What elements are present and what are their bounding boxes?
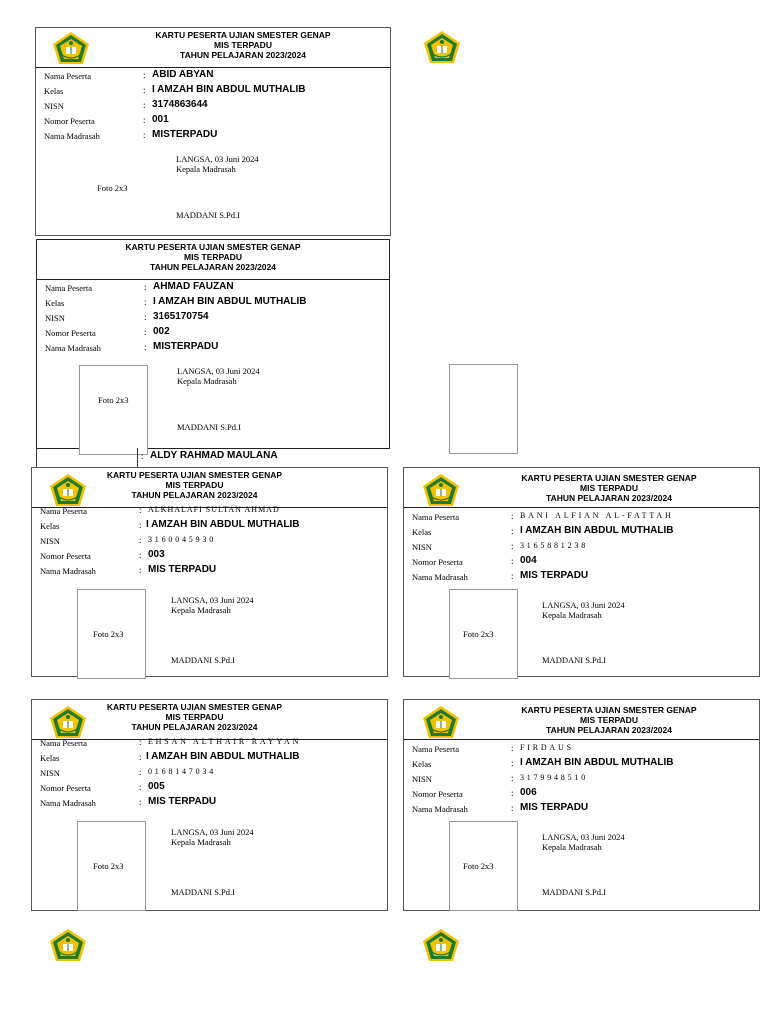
headmaster-name: MADDANI S.Pd.I [171, 655, 235, 665]
headmaster-name: MADDANI S.Pd.I [177, 422, 241, 432]
signature-block: LANGSA, 03 Juni 2024 Kepala Madrasah [171, 827, 254, 847]
exam-card-1: KARTU PESERTA UJIAN SMESTER GENAP MIS TERPADU TAHUN PELAJARAN 2023/2024 Nama Peserta : ABID ABYAN Kelas : I AMZAH BIN ABDUL MUTHALIB NISN : 3174863644 Nomor Peserta : 001 Nama Madrasah : MISTERPADU LANGSA, 03 Juni 2024 Kepala Madrasah Foto 2x3 MADDANI S.Pd.I [35, 27, 391, 236]
card-title: KARTU PESERTA UJIAN SMESTER GENAP MIS TERPADU TAHUN PELAJARAN 2023/2024 [521, 705, 697, 735]
exam-card-2: KARTU PESERTA UJIAN SMESTER GENAP MIS TERPADU TAHUN PELAJARAN 2023/2024 Nama Peserta : AHMAD FAUZAN Kelas : I AMZAH BIN ABDUL MUTHALIB NISN : 3165170754 Nomor Peserta : 002 Nama Madrasah : MISTERPADU Foto 2x3 LANGSA, 03 Juni 2024 Kepala Madrasah MADDANI S.Pd.I [36, 239, 390, 449]
photo-placeholder [79, 365, 148, 455]
photo-label: Foto 2x3 [463, 861, 494, 871]
exam-card-4: KARTU PESERTA UJIAN SMESTER GENAP MIS TERPADU TAHUN PELAJARAN 2023/2024 Nama Peserta : BANI ALFIAN AL-FATTAH Kelas : I AMZAH BIN ABDUL MUTHALIB NISN : 3165881238 Nomor Peserta : 004 Nama Madrasah : MIS TERPADU Foto 2x3 LANGSA, 03 Juni 2024 Kepala Madrasah MADDANI S.Pd.I [403, 467, 760, 677]
card-title: KARTU PESERTA UJIAN SMESTER GENAP MIS TERPADU TAHUN PELAJARAN 2023/2024 [521, 473, 697, 503]
exam-card-5: KARTU PESERTA UJIAN SMESTER GENAP MIS TERPADU TAHUN PELAJARAN 2023/2024 Nama Peserta : EHSAN ALTHAIR RAYYAN Kelas : I AMZAH BIN ABDUL MUTHALIB NISN : 0168147034 Nomor Peserta : 005 Nama Madrasah : MIS TERPADU Foto 2x3 LANGSA, 03 Juni 2024 Kepala Madrasah MADDANI S.Pd.I [31, 699, 388, 911]
logo-emblem-icon [422, 705, 460, 739]
logo-emblem-icon [423, 30, 461, 64]
logo-emblem-icon [52, 31, 90, 65]
photo-label: Foto 2x3 [98, 395, 129, 405]
signature-block: LANGSA, 03 Juni 2024 Kepala Madrasah [176, 154, 259, 174]
signature-block: LANGSA, 03 Juni 2024 Kepala Madrasah [542, 600, 625, 620]
exam-card-3: KARTU PESERTA UJIAN SMESTER GENAP MIS TERPADU TAHUN PELAJARAN 2023/2024 Nama Peserta : ALKHALAFI SULTAN AHMAD Kelas : I AMZAH BIN ABDUL MUTHALIB NISN : 3160045930 Nomor Peserta : 003 Nama Madrasah : MIS TERPADU Foto 2x3 LANGSA, 03 Juni 2024 Kepala Madrasah MADDANI S.Pd.I [31, 467, 388, 677]
logo-emblem-icon [49, 705, 87, 739]
logo-emblem-icon [422, 473, 460, 507]
signature-block: LANGSA, 03 Juni 2024 Kepala Madrasah [177, 366, 260, 386]
headmaster-name: MADDANI S.Pd.I [171, 887, 235, 897]
photo-label: Foto 2x3 [93, 629, 124, 639]
signature-block: LANGSA, 03 Juni 2024 Kepala Madrasah [542, 832, 625, 852]
logo-emblem-icon [49, 473, 87, 507]
photo-placeholder [449, 364, 518, 454]
card-title: KARTU PESERTA UJIAN SMESTER GENAP MIS TERPADU TAHUN PELAJARAN 2023/2024 [106, 470, 283, 500]
headmaster-name: MADDANI S.Pd.I [176, 210, 240, 220]
headmaster-name: MADDANI S.Pd.I [542, 887, 606, 897]
logo-emblem-icon [422, 928, 460, 962]
photo-label: Foto 2x3 [97, 183, 128, 193]
exam-card-6: KARTU PESERTA UJIAN SMESTER GENAP MIS TERPADU TAHUN PELAJARAN 2023/2024 Nama Peserta : FIRDAUS Kelas : I AMZAH BIN ABDUL MUTHALIB NISN : 3179948510 Nomor Peserta : 006 Nama Madrasah : MIS TERPADU Foto 2x3 LANGSA, 03 Juni 2024 Kepala Madrasah MADDANI S.Pd.I [403, 699, 760, 911]
logo-emblem-icon [49, 928, 87, 962]
signature-block: LANGSA, 03 Juni 2024 Kepala Madrasah [171, 595, 254, 615]
card-title: KARTU PESERTA UJIAN SMESTER GENAP MIS TERPADU TAHUN PELAJARAN 2023/2024 [155, 30, 331, 60]
photo-label: Foto 2x3 [93, 861, 124, 871]
card-title: KARTU PESERTA UJIAN SMESTER GENAP MIS TERPADU TAHUN PELAJARAN 2023/2024 [125, 242, 301, 272]
card-title: KARTU PESERTA UJIAN SMESTER GENAP MIS TERPADU TAHUN PELAJARAN 2023/2024 [106, 702, 283, 732]
headmaster-name: MADDANI S.Pd.I [542, 655, 606, 665]
photo-label: Foto 2x3 [463, 629, 494, 639]
